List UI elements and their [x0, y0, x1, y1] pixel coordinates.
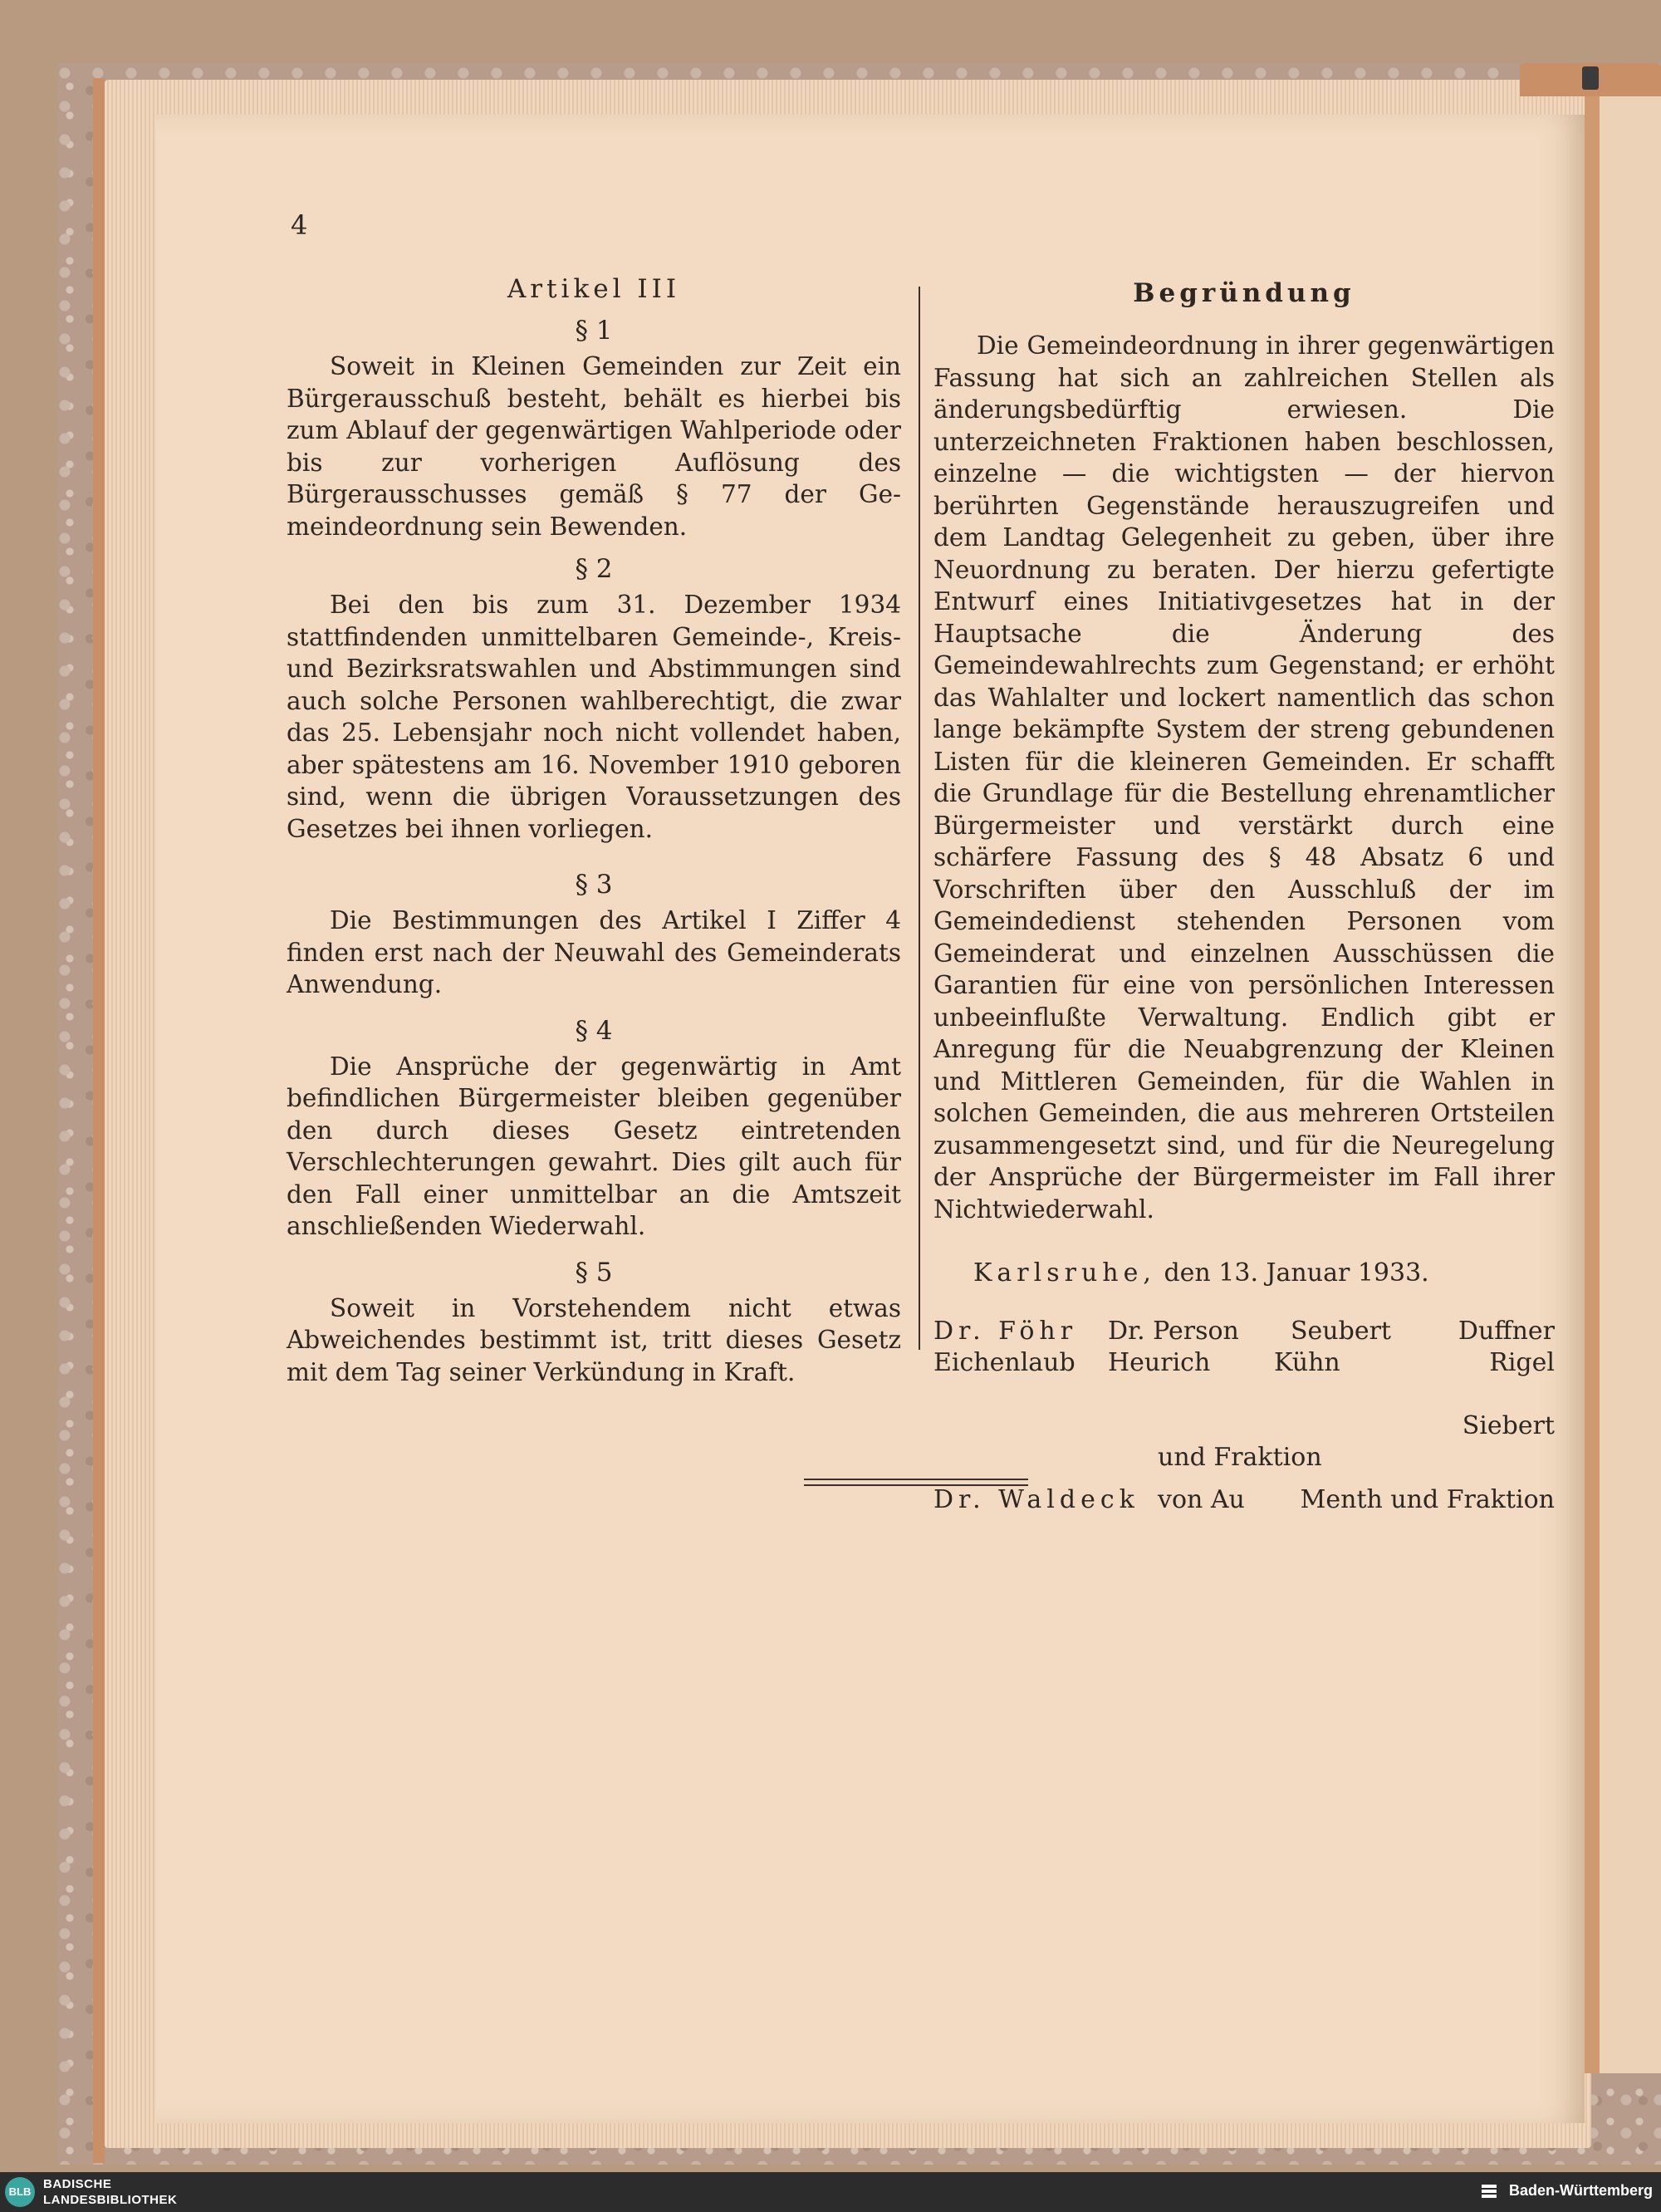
section-3: [287, 870, 901, 1001]
book-spine-edge: [93, 78, 105, 2163]
bookmark-clip: [1582, 66, 1599, 90]
justification-text: Die Gemeindeordnung in ihrer gegenwärtigen Fassung hat sich an zahlreichen Stellen als änderungsbedürftig erwiesen. Die unterzeichneten Fraktionen haben beschlossen, einzelne — die wichtigsten — der hiervon berührten Gegenstände herauszugreifen und dem Landtag Gelegenheit zu geben, über ihre Neuordnung zu beraten. Der hierzu gefertigte Entwurf eines Initiativgesetzes hat in der Hauptsache die Änderung des Gemeindewahlrechts zum Gegenstand; er erhöht das Wahlalter und lockert namentlich das schon lange bekämpfte System der streng gebundenen Listen für die kleineren Gemeinden. Er schafft die Grundlage für die Bestellung ehrenamtlicher Bürgermeister und verstärkt durch eine schärfere Fassung des § 48 Absatz 6 und Vorschriften über den Ausschluß der im Gemeindedienst stehenden Personen vom Gemeinderat und einzelnen Ausschüssen die Garantien für eine von persönlichen Interessen unbeeinflußte Verwaltung. Endlich gibt er Anregung für die Neuabgrenzung der Kleinen und Mittleren Gemeinden, für die Wahlen in solchen Gemeinden, die aus mehreren Ortsteilen zusammengesetzt sind, und für die Neuregelung der Ansprüche der Bürgermeister im Fall ihrer Nichtwiederwahl.: [933, 331, 1555, 1224]
signatory: Rigel: [1489, 1348, 1555, 1377]
signature-row-1: [933, 1316, 1555, 1347]
adjacent-page-edge: [1585, 80, 1661, 2073]
signatory: Heurich: [1108, 1348, 1211, 1377]
section-title: § 1: [575, 316, 613, 346]
section-title: § 3: [575, 870, 613, 900]
library-name[interactable]: [43, 2176, 177, 2208]
blb-logo[interactable]: BLB: [5, 2177, 35, 2207]
end-rule: [804, 1479, 1028, 1486]
date-value: den 13. Januar 1933.: [1164, 1258, 1429, 1287]
signature-row-2: [933, 1347, 1555, 1442]
page-number: 4: [291, 209, 308, 241]
signatory: Dr. Föhr: [933, 1317, 1078, 1346]
signatory-pair: [1423, 1347, 1555, 1442]
signatory: Eichenlaub: [933, 1348, 1075, 1377]
section-text: Soweit in Kleinen Gemeinden zur Zeit ein Bürgerausschuß besteht, behält es hierbei bis zum Ablauf der gegenwärtigen Wahlperiode oder bis zur vorherigen Auflösung des Bürgerausschusses gemäß § 77 der Gemeindeordnung sein Bewenden.: [287, 352, 901, 541]
justification-heading: Begründung: [1133, 278, 1355, 308]
signatory: Seubert: [1291, 1317, 1391, 1346]
signatory: Siebert: [1462, 1411, 1555, 1440]
signatory: Dr. Waldeck: [933, 1485, 1139, 1514]
signatory: Dr. Person: [1108, 1317, 1239, 1346]
state-crest-icon: [1480, 2182, 1498, 2200]
section-text: Die Bestimmungen des Artikel I Ziffer 4 finden erst nach der Neuwahl des Gemeinderats Anwendung.: [287, 906, 901, 998]
signature-row-3: [933, 1485, 1555, 1514]
right-column: [933, 278, 1555, 1514]
section-1: [287, 316, 901, 542]
signatory: von Au: [1158, 1485, 1245, 1514]
section-title: § 4: [575, 1015, 613, 1046]
signatory: Menth und Fraktion: [1300, 1485, 1555, 1514]
date-place: Karlsruhe,: [973, 1258, 1156, 1287]
signatory: Duffner: [1458, 1317, 1555, 1346]
column-divider: [919, 287, 920, 1350]
section-title: § 5: [575, 1257, 613, 1287]
footer-bar: [0, 2172, 1661, 2212]
section-4: [287, 1016, 901, 1243]
state-logo-text: Baden-Württemberg: [1508, 2182, 1653, 2199]
section-text: Bei den bis zum 31. Dezember 1934 stattfindenden unmittelbaren Gemeinde-, Kreis- und Bezirksratswahlen und Abstimmungen sind auch solche Personen wahlberechtigt, die zwar das 25. Lebensjahr noch nicht vollendet haben, aber spätestens am 16. November 1910 geboren sind, wenn die übrigen Voraussetzungen des Gesetzes bei ihnen vorliegen.: [287, 591, 901, 843]
library-name-line1: BADISCHE: [43, 2177, 112, 2191]
section-2: [287, 554, 901, 845]
section-title: § 2: [575, 554, 613, 584]
section-text: Die Ansprüche der gegenwärtig in Amt befindlichen Bürgermeister bleiben gegenüber den durch dieses Gesetz eintretenden Verschlechterungen gewahrt. Dies gilt auch für den Fall einer unmittelbar an die Amtszeit anschließenden Wiederwahl.: [287, 1052, 901, 1240]
section-text: Soweit in Vorstehendem nicht etwas Abweichendes bestimmt ist, tritt dieses Gesetz mit dem Tag seiner Verkündung in Kraft.: [287, 1293, 901, 1386]
date-line: [973, 1258, 1555, 1287]
state-logo[interactable]: [1480, 2182, 1653, 2200]
library-name-line2: LANDESBIBLIOTHEK: [43, 2193, 178, 2207]
section-5: [287, 1258, 901, 1389]
article-heading: Artikel III: [507, 274, 681, 304]
signatory: Kühn: [1274, 1348, 1340, 1377]
signature-suffix: und Fraktion: [1158, 1443, 1322, 1472]
left-column: [287, 274, 901, 1388]
